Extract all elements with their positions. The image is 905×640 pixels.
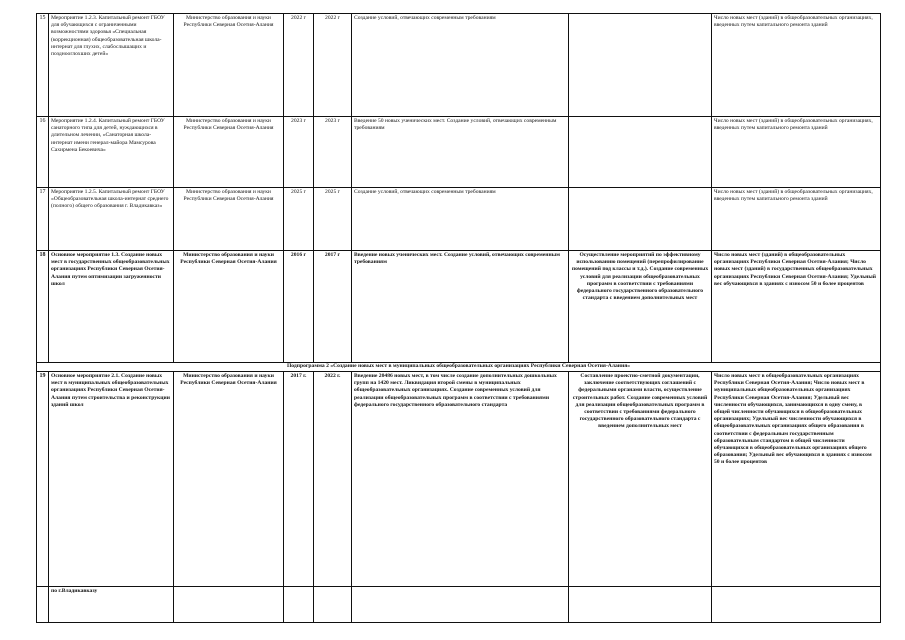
indicator: Число новых мест в общеобразовательных организациях Республики Северная Осетия-Алания; Число новых мест в муниципальных общеобразовательных организациях Республики Северная Осетия-Алания; Удельный вес численности обучающихся, занимающихся в одну смену, в общей численности обучающихся в общеобразовательных организациях; Удельный вес численности обучающихся в общеобразовательных организациях общего образования в соответствии с федеральным государственным образовательным стандартом в общей численности обучающихся в общеобразовательных организациях общего образования; Удельный вес обучающихся в зданиях с износом 50 и более процентов (712, 372, 881, 587)
table-row (37, 188, 881, 251)
table-row (37, 372, 881, 587)
executor: Министерство образования и науки Республики Северная Осетия-Алания (174, 372, 284, 587)
row-number: 19 (37, 372, 49, 587)
start-year (284, 587, 314, 623)
end-year: 2017 г (314, 251, 352, 363)
start-year: 2017 г. (284, 372, 314, 587)
executor: Министерство образования и науки Республики Северная Осетия-Алания (174, 117, 284, 188)
end-year: 2023 г (314, 117, 352, 188)
expected-result: Введение 50 новых ученических мест. Создание условий, отвечающих современным требованиям (352, 117, 569, 188)
measures (569, 14, 712, 117)
indicator: Число новых мест (зданий) в общеобразовательных организациях, введенных путем капитального ремонта зданий (712, 117, 881, 188)
activity-name: Основное мероприятие 2.1. Создание новых мест в муниципальных общеобразовательных организациях Республики Северная Осетия-Алания путем строительства и реконструкции зданий школ (49, 372, 174, 587)
activity-name: Мероприятие 1.2.4. Капитальный ремонт ГБОУ санаторного типа для детей, нуждающихся в длительном лечении, «Санаторная школа-интернат имени генерал-майора Мамсурова Сахирмена Бекоевича» (49, 117, 174, 188)
activity-name: Основное мероприятие 1.3. Создание новых мест в государственных общеобразовательных организациях Республики Северная Осетия-Алания путем оптимизации загруженности школ (49, 251, 174, 363)
expected-result: Введение 20486 новых мест, в том числе создание дополнительных дошкольных групп на 1420 мест. Ликвидация второй смены в муниципальных общеобразовательных организациях. Создание современных условий для реализации общеобразовательных программ в соответствии с требованиями федерального государственного образовательного стандарта (352, 372, 569, 587)
table-row (37, 587, 881, 623)
program-activities-table (36, 13, 881, 623)
activity-name: Мероприятие 1.2.5. Капитальный ремонт ГБОУ «Общеобразовательная школа-интернат среднего (полного) общего образования г. Владикавказ» (49, 188, 174, 251)
start-year: 2025 г (284, 188, 314, 251)
row-number: 16 (37, 117, 49, 188)
indicator (712, 587, 881, 623)
start-year: 2022 г (284, 14, 314, 117)
activity-name: по г.Владикавказу (49, 587, 174, 623)
activity-name: Мероприятие 1.2.3. Капитальный ремонт ГБОУ для обучающихся с ограниченными возможностями здоровья «Специальная (коррекционная) общеобразовательная школа-интернат для глухих, слабослышащих и позднооглохших детей» (49, 14, 174, 117)
end-year: 2022 г. (314, 372, 352, 587)
expected-result: Создание условий, отвечающих современным требованиям (352, 188, 569, 251)
measures (569, 587, 712, 623)
measures: Осуществление мероприятий по эффективному использованию помещений (перепрофилирование помещений под классы и т.д.). Создание современных условий для реализации общеобразовательных программ в соответствии с требованиями федерального государственного образовательного стандарта с введением дополнительных мест (569, 251, 712, 363)
end-year: 2025 г (314, 188, 352, 251)
table-row (37, 14, 881, 117)
subprogram-row (37, 363, 881, 372)
expected-result (352, 587, 569, 623)
executor: Министерство образования и науки Республики Северная Осетия-Алания (174, 188, 284, 251)
executor: Министерство образования и науки Республики Северная Осетия-Алания (174, 14, 284, 117)
subprogram-title: Подпрограмма 2 «Создание новых мест в муниципальных общеобразовательных организациях Республики Северная Осетия-Алания» (37, 363, 881, 372)
end-year (314, 587, 352, 623)
table-row (37, 251, 881, 363)
expected-result: Введение новых ученических мест. Создание условий, отвечающих современным требованиям (352, 251, 569, 363)
measures (569, 117, 712, 188)
start-year: 2016 г (284, 251, 314, 363)
expected-result: Создание условий, отвечающих современным требованиям (352, 14, 569, 117)
measures (569, 188, 712, 251)
row-number: 17 (37, 188, 49, 251)
table-row (37, 117, 881, 188)
row-number: 18 (37, 251, 49, 363)
start-year: 2023 г (284, 117, 314, 188)
executor (174, 587, 284, 623)
indicator: Число новых мест (зданий) в общеобразовательных организациях, введенных путем капитального ремонта зданий (712, 188, 881, 251)
row-number (37, 587, 49, 623)
measures: Составление проектно-сметной документации, заключение соответствующих соглашений с федеральными органами власти, осуществление строительных работ. Создание современных условий для реализации общеобразовательных программ в соответствии с требованиями федерального государственного образовательного стандарта с введением дополнительных мест (569, 372, 712, 587)
row-number: 15 (37, 14, 49, 117)
executor: Министерство образования и науки Республики Северная Осетия-Алания (174, 251, 284, 363)
indicator: Число новых мест (зданий) в общеобразовательных организациях Республики Северная Осетия-Алания; Число новых мест (зданий) в государственных общеобразовательных организациях Республики Северная Осетия-Алания; Удельный вес обучающихся в зданиях с износом 50 и более процентов (712, 251, 881, 363)
end-year: 2022 г (314, 14, 352, 117)
indicator: Число новых мест (зданий) в общеобразовательных организациях, введенных путем капитального ремонта зданий (712, 14, 881, 117)
